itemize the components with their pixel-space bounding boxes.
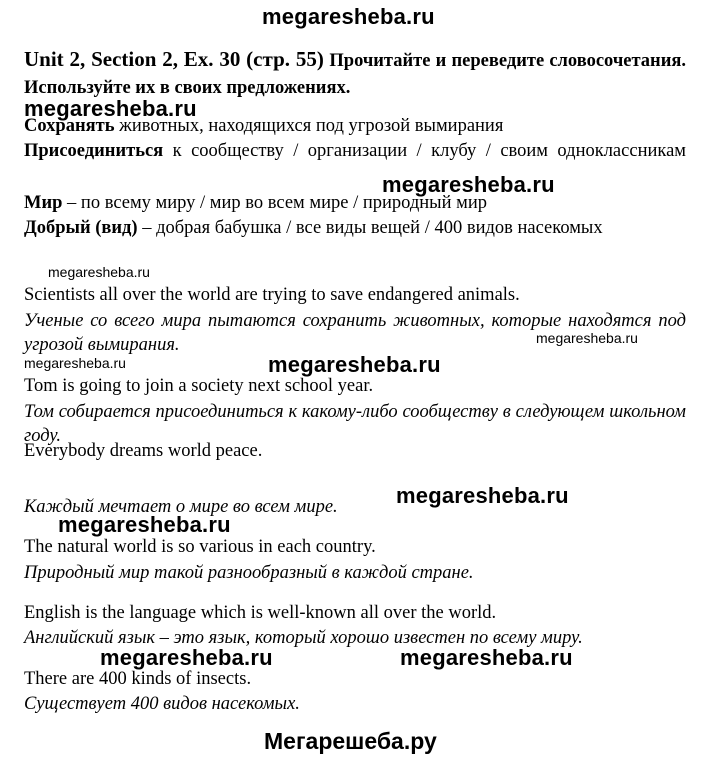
phrase-text: – добрая бабушка / все виды вещей / 400 видов насекомых <box>137 218 603 238</box>
sentence-ru: Том собирается присоединиться к какому-либо сообществу в следующем школьном году. <box>24 402 686 446</box>
watermark: megaresheba.ru <box>58 512 231 537</box>
watermark: megaresheba.ru <box>268 352 441 377</box>
watermark: megaresheba.ru <box>48 264 150 280</box>
task-heading: Unit 2, Section 2, Ex. 30 (стр. 55) <box>24 47 324 71</box>
sentence-en: Tom is going to join a society next school year. <box>24 376 374 396</box>
sentence-ru: Каждый мечтает о мире во всем мире. <box>24 497 338 517</box>
sentence-ru: Существует 400 видов насекомых. <box>24 694 300 714</box>
footer-watermark: Мегарешеба.ру <box>264 728 437 754</box>
phrase-line <box>24 191 686 215</box>
sentence-en: Everybody dreams world peace. <box>24 441 263 461</box>
phrase-text: животных, находящихся под угрозой вымирания <box>114 116 504 136</box>
sentence-en: The natural world is so various in each country. <box>24 537 376 557</box>
watermark: megaresheba.ru <box>24 96 197 121</box>
sentence-en: There are 400 kinds of insects. <box>24 669 252 689</box>
sentence-en: Scientists all over the world are trying to save endangered animals. <box>24 285 520 305</box>
watermark: megaresheba.ru <box>396 483 569 508</box>
sentence-ru: Английский язык – это язык, который хорошо известен по всему миру. <box>24 628 583 648</box>
phrase-term: Присоединиться <box>24 141 164 161</box>
watermark: megaresheba.ru <box>382 172 555 197</box>
sentence-ru: Ученые со всего мира пытаются сохранить животных, которые находятся под угрозой вымирания. <box>24 311 686 355</box>
watermark: megaresheba.ru <box>536 330 638 346</box>
phrase-text: – по всему миру / мир во всем мире / природный мир <box>62 193 487 213</box>
phrase-term: Добрый (вид) <box>24 218 138 238</box>
task-instruction: Прочитайте и переведите словосочетания. Используйте их в своих предложениях. <box>24 51 686 98</box>
sentence-ru: Природный мир такой разнообразный в каждой стране. <box>24 563 474 583</box>
task-block <box>24 46 686 101</box>
phrase-term: Мир <box>24 193 63 213</box>
phrase-text: к сообществу / организации / клубу / своим одноклассникам <box>163 141 686 161</box>
watermark: megaresheba.ru <box>100 645 273 670</box>
header-watermark: megaresheba.ru <box>262 4 435 29</box>
phrase-line <box>24 114 686 138</box>
phrase-line <box>24 216 686 240</box>
watermark: megaresheba.ru <box>400 645 573 670</box>
phrase-line <box>24 139 686 163</box>
sentence-en: English is the language which is well-known all over the world. <box>24 603 497 623</box>
phrase-term: Сохранять <box>24 116 115 136</box>
watermark: megaresheba.ru <box>24 355 126 371</box>
